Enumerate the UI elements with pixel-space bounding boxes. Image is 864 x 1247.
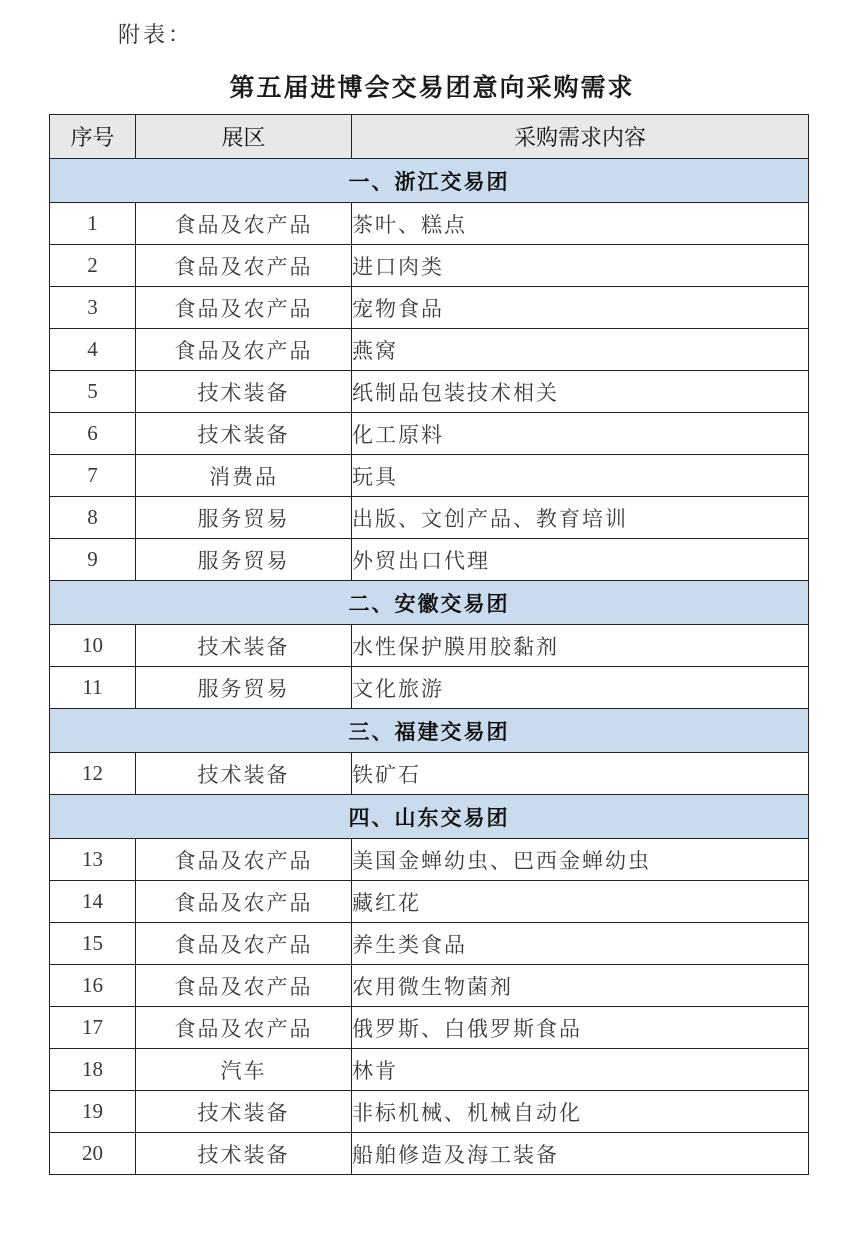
group-header-row	[50, 709, 809, 753]
row-area: 服务贸易	[136, 539, 352, 581]
group-title: 四、山东交易团	[50, 795, 809, 839]
row-number: 2	[50, 245, 136, 287]
row-content: 玩具	[352, 455, 809, 497]
row-area: 技术装备	[136, 1133, 352, 1175]
row-number: 20	[50, 1133, 136, 1175]
row-number: 3	[50, 287, 136, 329]
table-row	[50, 1091, 809, 1133]
group-title: 二、安徽交易团	[50, 581, 809, 625]
row-number: 7	[50, 455, 136, 497]
row-number: 15	[50, 923, 136, 965]
row-content: 宠物食品	[352, 287, 809, 329]
row-number: 16	[50, 965, 136, 1007]
row-area: 食品及农产品	[136, 245, 352, 287]
row-area: 食品及农产品	[136, 287, 352, 329]
row-content: 化工原料	[352, 413, 809, 455]
table-row	[50, 1049, 809, 1091]
row-number: 1	[50, 203, 136, 245]
row-number: 12	[50, 753, 136, 795]
table-row	[50, 245, 809, 287]
row-content: 外贸出口代理	[352, 539, 809, 581]
table-row	[50, 965, 809, 1007]
row-area: 汽车	[136, 1049, 352, 1091]
row-area: 食品及农产品	[136, 881, 352, 923]
document-title: 第五届进博会交易团意向采购需求	[229, 73, 635, 102]
attachment-label: 附表：	[118, 23, 194, 48]
table-row	[50, 371, 809, 413]
row-area: 食品及农产品	[136, 839, 352, 881]
table-row	[50, 203, 809, 245]
row-content: 茶叶、糕点	[352, 203, 809, 245]
row-area: 服务贸易	[136, 667, 352, 709]
row-number: 19	[50, 1091, 136, 1133]
row-number: 18	[50, 1049, 136, 1091]
row-number: 6	[50, 413, 136, 455]
row-content: 藏红花	[352, 881, 809, 923]
row-content: 文化旅游	[352, 667, 809, 709]
row-area: 技术装备	[136, 1091, 352, 1133]
row-number: 14	[50, 881, 136, 923]
header-area: 展区	[136, 115, 352, 159]
row-content: 船舶修造及海工装备	[352, 1133, 809, 1175]
row-number: 13	[50, 839, 136, 881]
row-number: 11	[50, 667, 136, 709]
table-row	[50, 839, 809, 881]
row-number: 17	[50, 1007, 136, 1049]
table-row	[50, 413, 809, 455]
table-row	[50, 539, 809, 581]
table-row	[50, 753, 809, 795]
group-header-row	[50, 581, 809, 625]
table-row	[50, 497, 809, 539]
group-header-row	[50, 159, 809, 203]
table-row	[50, 455, 809, 497]
row-area: 食品及农产品	[136, 965, 352, 1007]
row-area: 消费品	[136, 455, 352, 497]
row-area: 食品及农产品	[136, 203, 352, 245]
row-area: 食品及农产品	[136, 329, 352, 371]
procurement-table	[49, 114, 809, 1175]
table-row	[50, 881, 809, 923]
table-row	[50, 1133, 809, 1175]
row-content: 农用微生物菌剂	[352, 965, 809, 1007]
table-row	[50, 287, 809, 329]
row-content: 林肯	[352, 1049, 809, 1091]
table-row	[50, 625, 809, 667]
row-area: 食品及农产品	[136, 1007, 352, 1049]
row-content: 铁矿石	[352, 753, 809, 795]
row-area: 服务贸易	[136, 497, 352, 539]
row-content: 俄罗斯、白俄罗斯食品	[352, 1007, 809, 1049]
header-content: 采购需求内容	[352, 115, 809, 159]
row-number: 5	[50, 371, 136, 413]
group-header-row	[50, 795, 809, 839]
row-content: 水性保护膜用胶黏剂	[352, 625, 809, 667]
row-area: 技术装备	[136, 625, 352, 667]
table-header-row	[50, 115, 809, 159]
row-content: 非标机械、机械自动化	[352, 1091, 809, 1133]
row-area: 技术装备	[136, 413, 352, 455]
header-number: 序号	[50, 115, 136, 159]
table-row	[50, 923, 809, 965]
row-number: 9	[50, 539, 136, 581]
row-number: 4	[50, 329, 136, 371]
row-content: 美国金蝉幼虫、巴西金蝉幼虫	[352, 839, 809, 881]
row-number: 10	[50, 625, 136, 667]
group-title: 三、福建交易团	[50, 709, 809, 753]
group-title: 一、浙江交易团	[50, 159, 809, 203]
row-area: 技术装备	[136, 753, 352, 795]
row-content: 进口肉类	[352, 245, 809, 287]
row-content: 养生类食品	[352, 923, 809, 965]
row-number: 8	[50, 497, 136, 539]
row-area: 食品及农产品	[136, 923, 352, 965]
table-row	[50, 667, 809, 709]
row-area: 技术装备	[136, 371, 352, 413]
row-content: 出版、文创产品、教育培训	[352, 497, 809, 539]
row-content: 纸制品包装技术相关	[352, 371, 809, 413]
table-row	[50, 1007, 809, 1049]
row-content: 燕窝	[352, 329, 809, 371]
table-row	[50, 329, 809, 371]
